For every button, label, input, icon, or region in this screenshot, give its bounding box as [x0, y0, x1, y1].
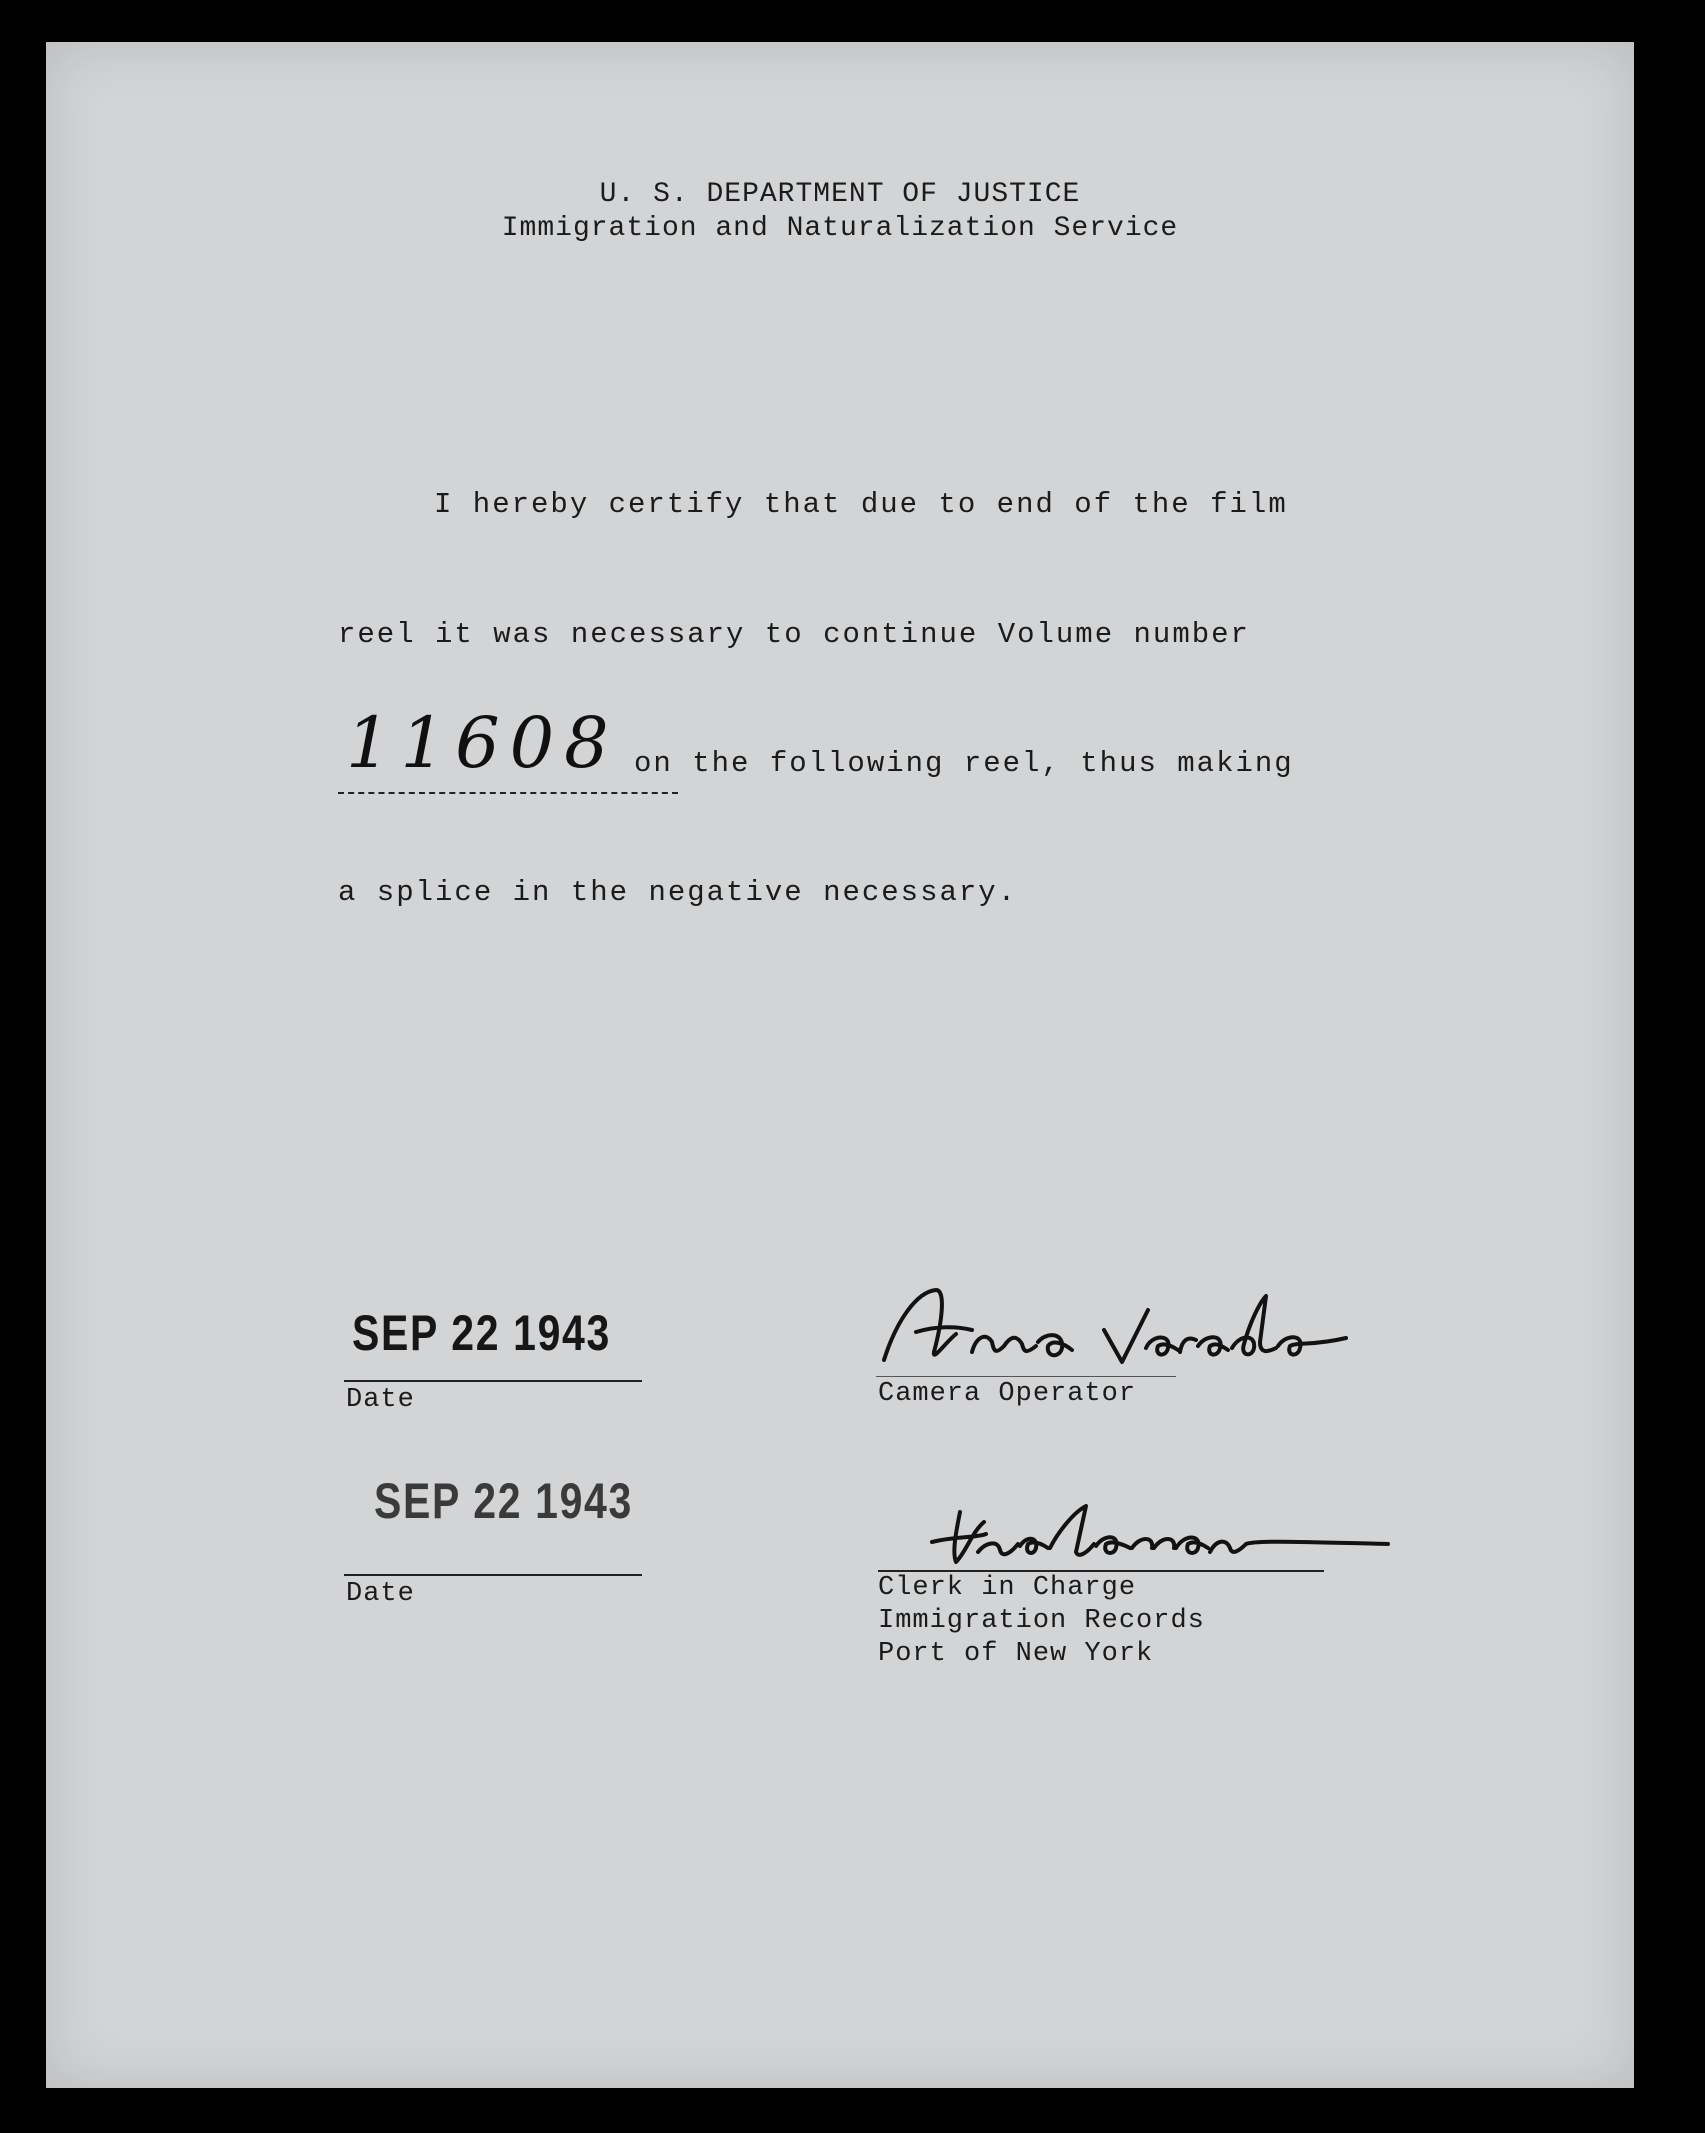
camera-operator-label: Camera Operator — [878, 1379, 1137, 1409]
date-stamp-2: SEP 22 1943 — [374, 1473, 633, 1529]
body-line-4: a splice in the negative necessary. — [338, 876, 1018, 909]
clerk-signature — [926, 1482, 1396, 1582]
volume-number-underline — [338, 792, 678, 794]
clerk-title-line-2: Immigration Records — [878, 1606, 1205, 1636]
date-label-2: Date — [346, 1579, 415, 1609]
date-label-1: Date — [346, 1385, 415, 1415]
header-service: Immigration and Naturalization Service — [501, 213, 1179, 244]
camera-operator-signature — [876, 1282, 1476, 1382]
body-line-2: reel it was necessary to continue Volume number — [338, 618, 1250, 651]
clerk-title-line-1: Clerk in Charge — [878, 1573, 1137, 1603]
document-page — [46, 42, 1634, 2088]
date-stamp-1: SEP 22 1943 — [352, 1305, 611, 1361]
camera-operator-line — [876, 1376, 1176, 1377]
body-line-1: I hereby certify that due to end of the film — [434, 488, 1288, 521]
date-line-1 — [344, 1380, 642, 1382]
volume-number-handwritten: 11608 — [346, 702, 619, 784]
clerk-title-line-3: Port of New York — [878, 1639, 1154, 1669]
body-line-3: on the following reel, thus making — [634, 747, 1294, 780]
header-department: U. S. DEPARTMENT OF JUSTICE — [599, 179, 1081, 210]
date-line-2 — [344, 1574, 642, 1576]
